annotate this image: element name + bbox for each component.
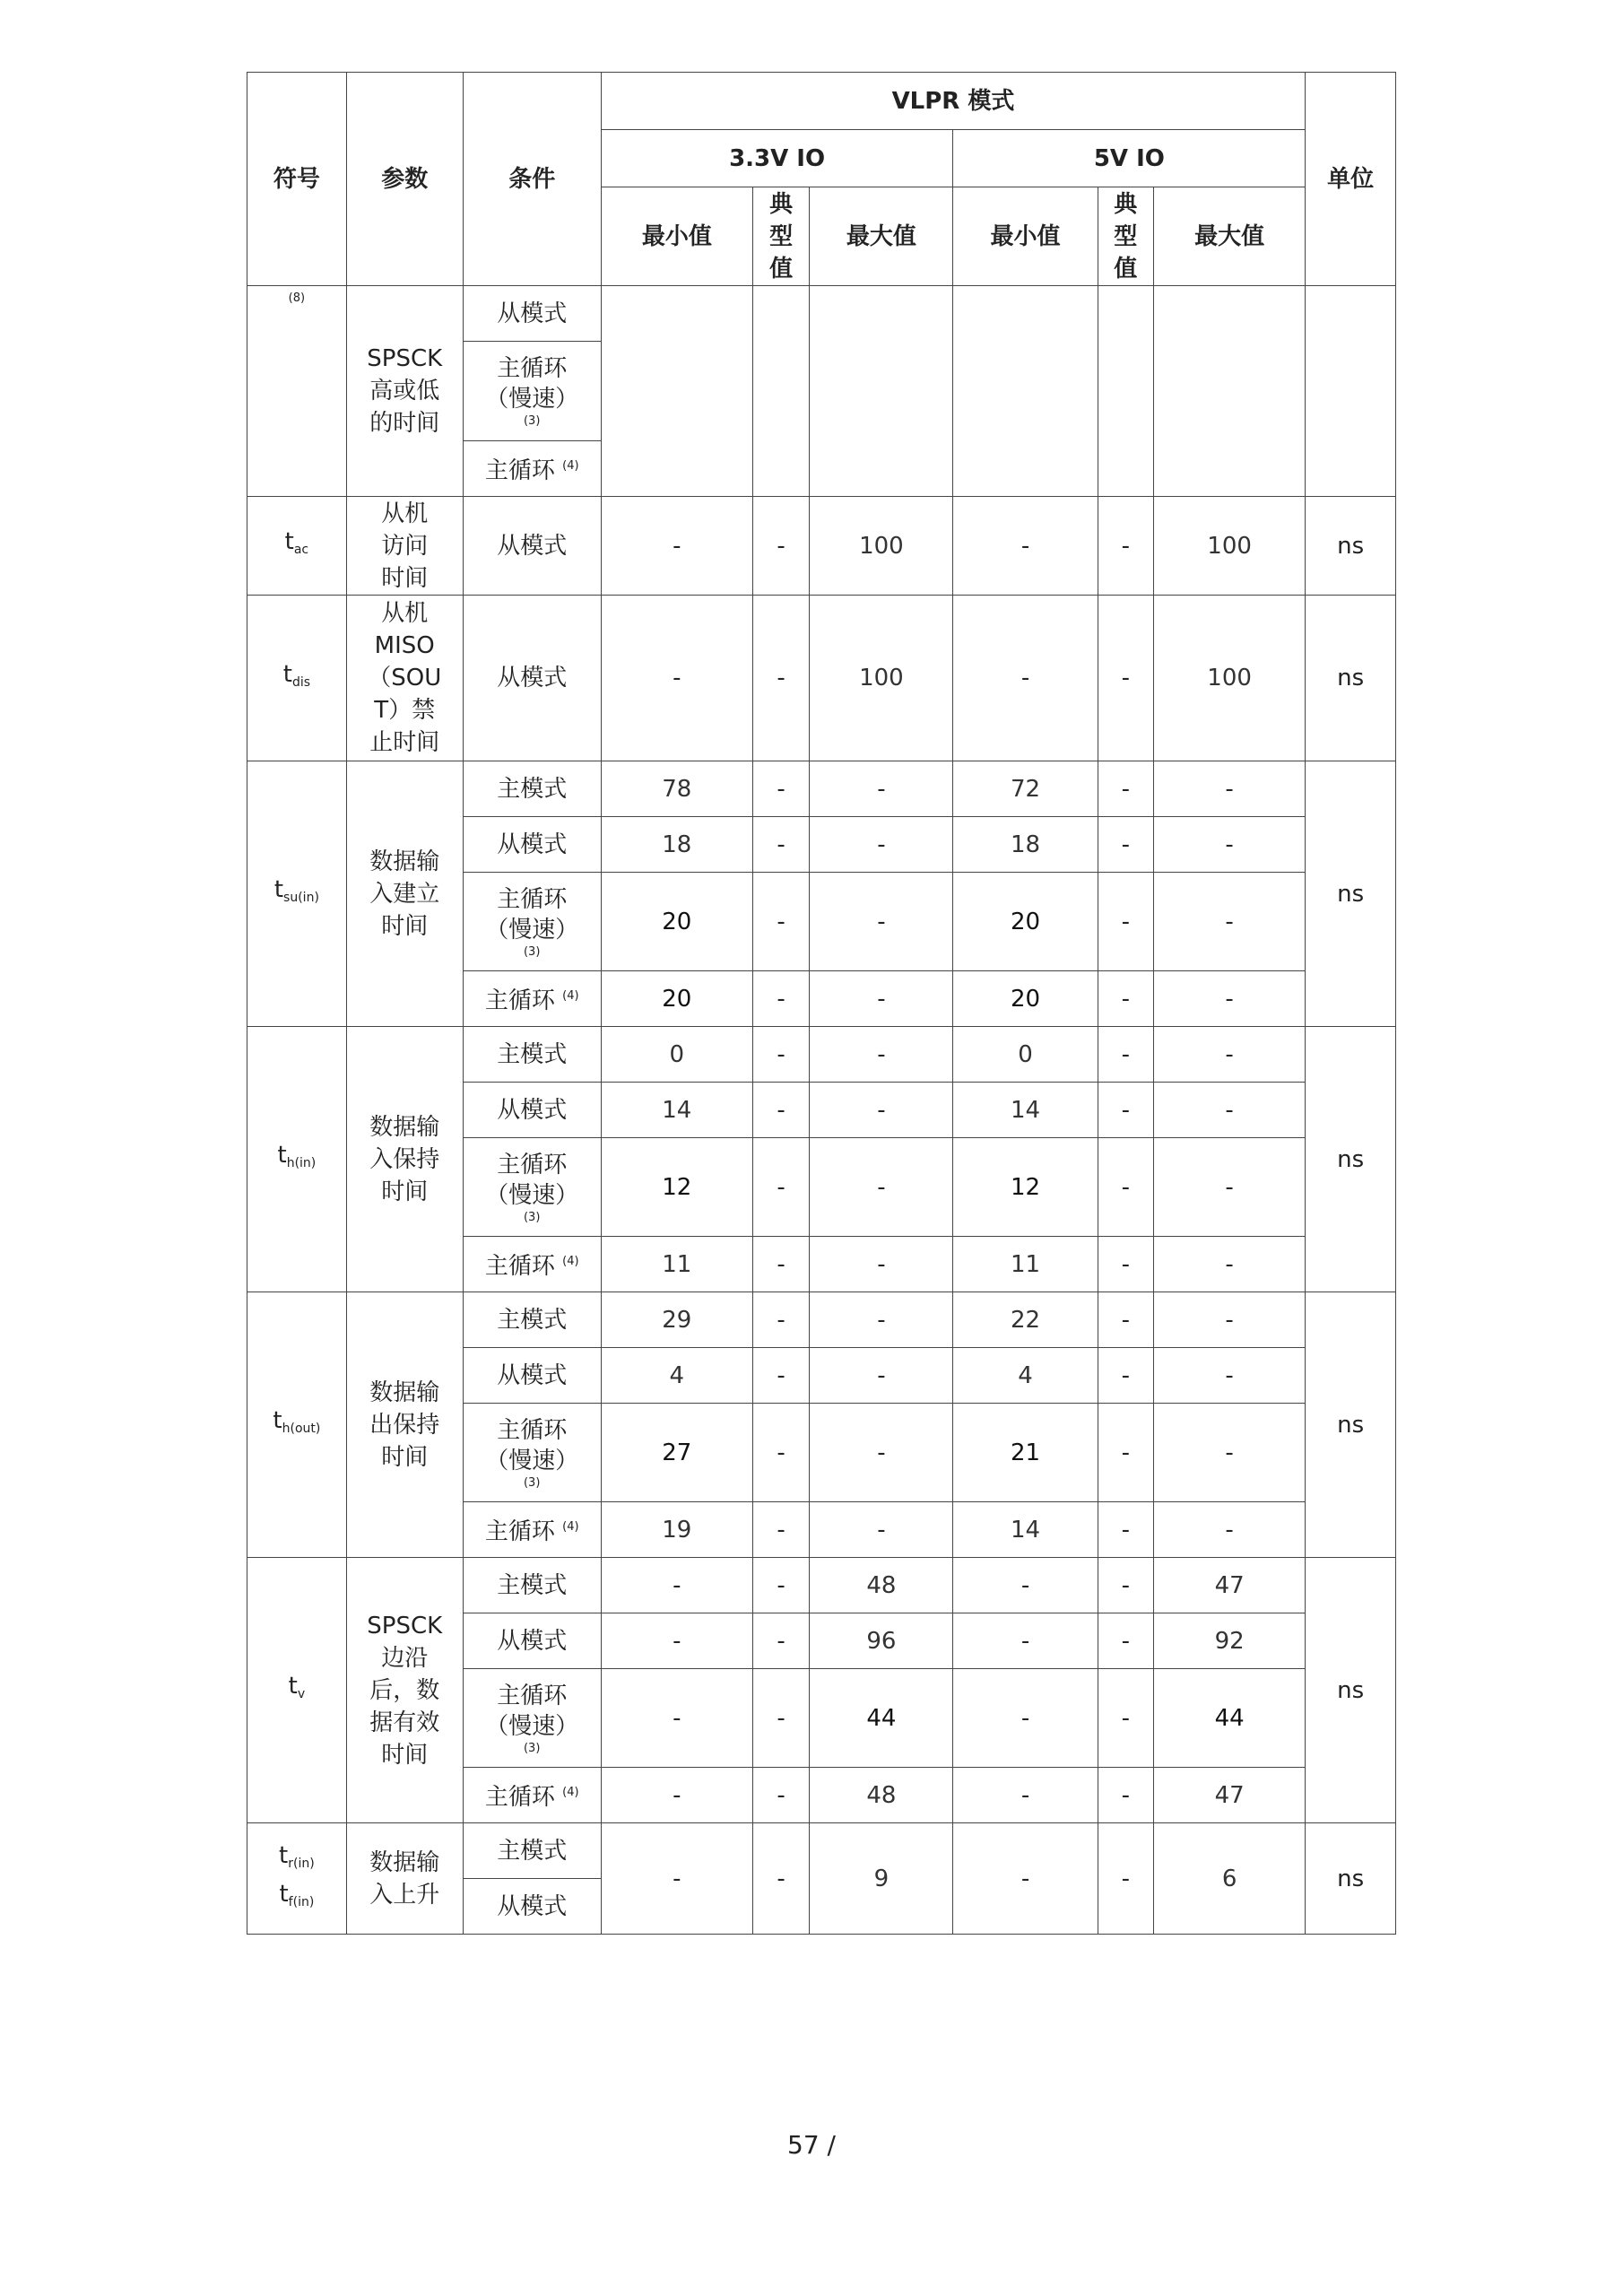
value: - bbox=[752, 1768, 809, 1823]
value: - bbox=[601, 1823, 752, 1935]
value: - bbox=[1098, 1768, 1153, 1823]
value: - bbox=[1154, 1138, 1306, 1237]
header-io33: 3.3V IO bbox=[601, 130, 953, 187]
value: 100 bbox=[810, 497, 953, 596]
value: 14 bbox=[953, 1083, 1098, 1138]
value: 20 bbox=[953, 971, 1098, 1027]
value: - bbox=[810, 1237, 953, 1292]
value: - bbox=[810, 1404, 953, 1502]
value: - bbox=[1098, 873, 1153, 971]
table-row bbox=[247, 761, 1396, 817]
value: - bbox=[1154, 761, 1306, 817]
symbol-tdis: $t_{dis}$ bbox=[247, 596, 347, 761]
value: 6 bbox=[1154, 1823, 1306, 1935]
cond-master-loop: 主循环 $^{(4)}$ bbox=[463, 1502, 601, 1558]
table-row bbox=[247, 286, 1396, 342]
value: - bbox=[1154, 1083, 1306, 1138]
header-max: 最大值 bbox=[810, 187, 953, 286]
symbol-tr-tf: $t_{r(in)}$ $t_{f(in)}$ bbox=[247, 1823, 347, 1935]
value: - bbox=[752, 761, 809, 817]
value: - bbox=[1098, 1613, 1153, 1669]
value: - bbox=[752, 1292, 809, 1348]
table-row bbox=[247, 1823, 1396, 1879]
value: 19 bbox=[601, 1502, 752, 1558]
table-row bbox=[247, 1558, 1396, 1613]
value: - bbox=[953, 1669, 1098, 1768]
value: 14 bbox=[953, 1502, 1098, 1558]
value: - bbox=[1098, 497, 1153, 596]
value: - bbox=[601, 497, 752, 596]
value: - bbox=[752, 1138, 809, 1237]
unit: ns bbox=[1306, 596, 1396, 761]
value: 100 bbox=[1154, 497, 1306, 596]
value: - bbox=[752, 1083, 809, 1138]
value: 18 bbox=[953, 817, 1098, 873]
header-symbol: 符号 bbox=[247, 73, 347, 286]
value: - bbox=[601, 1768, 752, 1823]
value: - bbox=[953, 1823, 1098, 1935]
value: 48 bbox=[810, 1768, 953, 1823]
cond-master-loop: 主循环 $^{(4)}$ bbox=[463, 441, 601, 497]
value: - bbox=[752, 971, 809, 1027]
value: - bbox=[601, 1613, 752, 1669]
value: 44 bbox=[1154, 1669, 1306, 1768]
cond-master-loop: 主循环 $^{(4)}$ bbox=[463, 1237, 601, 1292]
value: - bbox=[810, 817, 953, 873]
cond: 从模式 bbox=[463, 497, 601, 596]
value: - bbox=[752, 1027, 809, 1083]
value: - bbox=[810, 1027, 953, 1083]
cond: 主模式 bbox=[463, 1823, 601, 1879]
value: 47 bbox=[1154, 1768, 1306, 1823]
cond-slave: 从模式 bbox=[463, 286, 601, 342]
value: 0 bbox=[601, 1027, 752, 1083]
unit: ns bbox=[1306, 1823, 1396, 1935]
value: 29 bbox=[601, 1292, 752, 1348]
value: 4 bbox=[601, 1348, 752, 1404]
spec-table bbox=[247, 72, 1396, 1935]
group-th bbox=[247, 1027, 1396, 1292]
value: 12 bbox=[953, 1138, 1098, 1237]
value: - bbox=[752, 1404, 809, 1502]
param-tsu: 数据输 入建立 时间 bbox=[346, 761, 463, 1027]
symbol-th: $t_{h(in)}$ bbox=[247, 1027, 347, 1292]
page-number: 57 / bbox=[787, 2130, 836, 2160]
value: - bbox=[752, 1823, 809, 1935]
value: 11 bbox=[601, 1237, 752, 1292]
value: - bbox=[601, 596, 752, 761]
footnote-marker: (8) bbox=[247, 286, 347, 497]
value: - bbox=[752, 1502, 809, 1558]
value: 20 bbox=[601, 873, 752, 971]
value: - bbox=[752, 596, 809, 761]
value: - bbox=[1098, 1669, 1153, 1768]
cond: 从模式 bbox=[463, 1083, 601, 1138]
value: - bbox=[1154, 1404, 1306, 1502]
value: - bbox=[1098, 596, 1153, 761]
table-row bbox=[247, 596, 1396, 761]
cond: 从模式 bbox=[463, 817, 601, 873]
value: - bbox=[1154, 1502, 1306, 1558]
value: - bbox=[752, 1237, 809, 1292]
value: 100 bbox=[1154, 596, 1306, 761]
value: - bbox=[953, 1613, 1098, 1669]
value: - bbox=[953, 1768, 1098, 1823]
value: 11 bbox=[953, 1237, 1098, 1292]
table-row bbox=[247, 497, 1396, 596]
symbol-thout: $t_{h(out)}$ bbox=[247, 1292, 347, 1558]
value: - bbox=[953, 596, 1098, 761]
cond-master-loop-slow: 主循环 （慢速） (3) bbox=[463, 1404, 601, 1502]
table-row bbox=[247, 1027, 1396, 1083]
value: 44 bbox=[810, 1669, 953, 1768]
group-tv bbox=[247, 1558, 1396, 1823]
cond-master-loop-slow: 主循环 （慢速） (3) bbox=[463, 1138, 601, 1237]
cond: 从模式 bbox=[463, 1879, 601, 1935]
param-tv: SPSCK 边沿 后，数 据有效 时间 bbox=[346, 1558, 463, 1823]
value: - bbox=[1098, 1292, 1153, 1348]
param-thout: 数据输 出保持 时间 bbox=[346, 1292, 463, 1558]
group-thout bbox=[247, 1292, 1396, 1558]
symbol-tsu: $t_{su(in)}$ bbox=[247, 761, 347, 1027]
param-spsck-time: SPSCK 高或低 的时间 bbox=[346, 286, 463, 497]
value: - bbox=[1098, 1558, 1153, 1613]
header-min: 最小值 bbox=[601, 187, 752, 286]
value: - bbox=[752, 1669, 809, 1768]
value: - bbox=[810, 761, 953, 817]
value: - bbox=[1098, 1348, 1153, 1404]
cond-master-loop: 主循环 $^{(4)}$ bbox=[463, 971, 601, 1027]
value: - bbox=[1098, 971, 1153, 1027]
value: 47 bbox=[1154, 1558, 1306, 1613]
value: 20 bbox=[953, 873, 1098, 971]
header-typ: 典 型 值 bbox=[752, 187, 809, 286]
value: - bbox=[752, 497, 809, 596]
value: - bbox=[1154, 1237, 1306, 1292]
value: 27 bbox=[601, 1404, 752, 1502]
value: 18 bbox=[601, 817, 752, 873]
cond-master-loop: 主循环 $^{(4)}$ bbox=[463, 1768, 601, 1823]
value: - bbox=[1154, 1348, 1306, 1404]
value: - bbox=[810, 1292, 953, 1348]
value: - bbox=[752, 873, 809, 971]
value: - bbox=[1098, 817, 1153, 873]
value: - bbox=[1098, 1083, 1153, 1138]
value: 22 bbox=[953, 1292, 1098, 1348]
value: 20 bbox=[601, 971, 752, 1027]
cond: 主模式 bbox=[463, 761, 601, 817]
cond: 主模式 bbox=[463, 1292, 601, 1348]
value: - bbox=[1098, 1237, 1153, 1292]
header-io5: 5V IO bbox=[953, 130, 1306, 187]
header-typ: 典 型 值 bbox=[1098, 187, 1153, 286]
header-min: 最小值 bbox=[953, 187, 1098, 286]
value: - bbox=[752, 1558, 809, 1613]
value: 92 bbox=[1154, 1613, 1306, 1669]
cond: 从模式 bbox=[463, 1613, 601, 1669]
value: - bbox=[810, 1083, 953, 1138]
param-th: 数据输 入保持 时间 bbox=[346, 1027, 463, 1292]
header-mode: VLPR 模式 bbox=[601, 73, 1305, 130]
unit: ns bbox=[1306, 1292, 1396, 1558]
value: - bbox=[810, 1138, 953, 1237]
value: - bbox=[1154, 873, 1306, 971]
header-row-1 bbox=[247, 73, 1396, 130]
value: - bbox=[1098, 1823, 1153, 1935]
header-parameter: 参数 bbox=[346, 73, 463, 286]
value: 4 bbox=[953, 1348, 1098, 1404]
value: - bbox=[601, 1669, 752, 1768]
group-tsu bbox=[247, 761, 1396, 1027]
value: - bbox=[752, 817, 809, 873]
param-tr-tf: 数据输 入上升 bbox=[346, 1823, 463, 1935]
value: 0 bbox=[953, 1027, 1098, 1083]
unit: ns bbox=[1306, 1558, 1396, 1823]
unit: ns bbox=[1306, 1027, 1396, 1292]
value: - bbox=[1098, 1138, 1153, 1237]
value: - bbox=[1154, 1292, 1306, 1348]
value: - bbox=[601, 1558, 752, 1613]
value: 100 bbox=[810, 596, 953, 761]
value: - bbox=[810, 873, 953, 971]
cond-master-loop-slow: 主循环 （慢速） (3) bbox=[463, 342, 601, 441]
cond: 主模式 bbox=[463, 1027, 601, 1083]
value: 9 bbox=[810, 1823, 953, 1935]
value: - bbox=[752, 1613, 809, 1669]
unit: ns bbox=[1306, 497, 1396, 596]
value: 14 bbox=[601, 1083, 752, 1138]
value: 78 bbox=[601, 761, 752, 817]
value: - bbox=[810, 1502, 953, 1558]
symbol-tv: $t_v$ bbox=[247, 1558, 347, 1823]
header-condition: 条件 bbox=[463, 73, 601, 286]
value: 96 bbox=[810, 1613, 953, 1669]
unit: ns bbox=[1306, 761, 1396, 1027]
cond-master-loop-slow: 主循环 （慢速） (3) bbox=[463, 1669, 601, 1768]
value: - bbox=[1098, 1027, 1153, 1083]
header-unit: 单位 bbox=[1306, 73, 1396, 286]
value: - bbox=[1098, 1502, 1153, 1558]
cond-master-loop-slow: 主循环 （慢速） (3) bbox=[463, 873, 601, 971]
value: - bbox=[1154, 971, 1306, 1027]
value: 72 bbox=[953, 761, 1098, 817]
value: - bbox=[810, 971, 953, 1027]
value: - bbox=[1098, 761, 1153, 817]
table-row bbox=[247, 1292, 1396, 1348]
value: - bbox=[810, 1348, 953, 1404]
value: - bbox=[953, 1558, 1098, 1613]
value: - bbox=[1154, 817, 1306, 873]
value: 21 bbox=[953, 1404, 1098, 1502]
symbol-tac: $t_{ac}$ bbox=[247, 497, 347, 596]
cond: 主模式 bbox=[463, 1558, 601, 1613]
value: - bbox=[752, 1348, 809, 1404]
value: 48 bbox=[810, 1558, 953, 1613]
cond: 从模式 bbox=[463, 1348, 601, 1404]
value: - bbox=[953, 497, 1098, 596]
value: - bbox=[1154, 1027, 1306, 1083]
value: 12 bbox=[601, 1138, 752, 1237]
param-tdis: 从机 MISO （SOU T）禁 止时间 bbox=[346, 596, 463, 761]
header-max: 最大值 bbox=[1154, 187, 1306, 286]
cond: 从模式 bbox=[463, 596, 601, 761]
value: - bbox=[1098, 1404, 1153, 1502]
param-tac: 从机 访问 时间 bbox=[346, 497, 463, 596]
